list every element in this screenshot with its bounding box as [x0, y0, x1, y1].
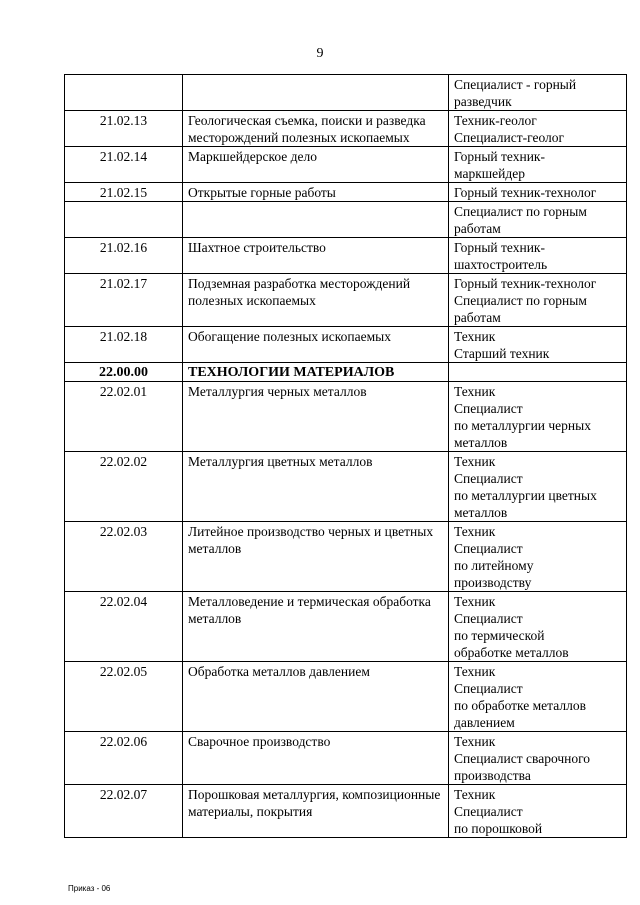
specialty-name: Металловедение и термическая обработка металлов [183, 592, 449, 662]
qualification: производству [454, 575, 532, 590]
specialty-name: Порошковая металлургия, композиционные материалы, покрытия [183, 785, 449, 838]
qualification: по порошковой [454, 821, 543, 836]
qualification-cell [449, 522, 627, 592]
qualification: давлением [454, 715, 515, 730]
table-row [65, 662, 627, 732]
qualification: Техник [454, 329, 496, 344]
specialty-name: Металлургия черных металлов [183, 382, 449, 452]
specialty-code: 21.02.16 [65, 238, 183, 274]
section-row [65, 363, 627, 382]
qualification: Специалист сварочного [454, 751, 591, 766]
qualification: маркшейдер [454, 166, 525, 181]
page-number: 9 [316, 46, 324, 61]
qualification: Техник [454, 787, 496, 802]
specialty-code: 21.02.17 [65, 274, 183, 327]
qualification-cell [449, 238, 627, 274]
qualification: разведчик [454, 94, 512, 109]
qualification: по металлургии черных [454, 418, 591, 433]
specialty-code: 21.02.18 [65, 327, 183, 363]
qualification-cell [449, 732, 627, 785]
table-row [65, 327, 627, 363]
qualification: Техник [454, 594, 496, 609]
qualification: Горный техник- [454, 149, 545, 164]
qualification-cell [449, 183, 627, 202]
qualification-cell [449, 592, 627, 662]
specialty-code: 21.02.13 [65, 111, 183, 147]
qualification-cell [449, 452, 627, 522]
qualification: Специалист-геолог [454, 130, 565, 145]
qualification: Специалист [454, 681, 523, 696]
qualification: Старший техник [454, 346, 550, 361]
specialty-code: 22.02.05 [65, 662, 183, 732]
qualification: по литейному [454, 558, 534, 573]
table-row [65, 522, 627, 592]
qualification: по обработке металлов [454, 698, 586, 713]
qualification-cell [449, 662, 627, 732]
specialty-code: 22.02.01 [65, 382, 183, 452]
qualification: работам [454, 310, 501, 325]
qualification: Техник [454, 384, 496, 399]
table-row [65, 147, 627, 183]
qualification: металлов [454, 505, 508, 520]
qualification: Специалист по горным [454, 293, 587, 308]
qualification-cell [449, 202, 627, 238]
qualification: по металлургии цветных [454, 488, 597, 503]
qualification: Горный техник-технолог [454, 185, 597, 200]
qualification: Специалист [454, 401, 523, 416]
table-row [65, 75, 627, 111]
specialty-code: 21.02.15 [65, 183, 183, 202]
specialty-code [65, 75, 183, 111]
specialty-code: 22.02.03 [65, 522, 183, 592]
table-row [65, 732, 627, 785]
specialty-code: 22.02.06 [65, 732, 183, 785]
qualification: Горный техник-технолог [454, 276, 597, 291]
table-row [65, 274, 627, 327]
specialty-name [183, 75, 449, 111]
qualification-cell [449, 111, 627, 147]
specialty-name: Сварочное производство [183, 732, 449, 785]
specialty-code: 22.02.04 [65, 592, 183, 662]
qualification: обработке металлов [454, 645, 569, 660]
qualification: Техник [454, 734, 496, 749]
qualification-cell [449, 274, 627, 327]
qualification: Специалист [454, 804, 523, 819]
qualification: по термической [454, 628, 545, 643]
qualification: Специалист по горным [454, 204, 587, 219]
specialty-name: Литейное производство черных и цветных металлов [183, 522, 449, 592]
table-row [65, 452, 627, 522]
table-row [65, 111, 627, 147]
qualification-cell [449, 363, 627, 382]
specialty-name: Маркшейдерское дело [183, 147, 449, 183]
table-row [65, 592, 627, 662]
qualification: Специалист [454, 611, 523, 626]
qualification: работам [454, 221, 501, 236]
table-body [65, 75, 627, 838]
qualification: Специалист [454, 541, 523, 556]
qualification: Горный техник- [454, 240, 545, 255]
qualification: металлов [454, 435, 508, 450]
qualification-cell [449, 327, 627, 363]
qualification: Специалист - горный [454, 77, 577, 92]
specialty-name: Металлургия цветных металлов [183, 452, 449, 522]
specialty-name [183, 202, 449, 238]
qualification: Техник [454, 524, 496, 539]
footer-note: Приказ - 06 [68, 884, 111, 893]
qualification-cell [449, 147, 627, 183]
qualification: Техник [454, 454, 496, 469]
table-row [65, 238, 627, 274]
specialty-name: Подземная разработка месторождений полезных ископаемых [183, 274, 449, 327]
table-row [65, 183, 627, 202]
qualification: производства [454, 768, 531, 783]
qualification-cell [449, 75, 627, 111]
qualification: Техник-геолог [454, 113, 537, 128]
specialty-name: ТЕХНОЛОГИИ МАТЕРИАЛОВ [183, 363, 449, 382]
specialty-name: Геологическая съемка, поиски и разведка месторождений полезных ископаемых [183, 111, 449, 147]
specialty-name: Обработка металлов давлением [183, 662, 449, 732]
table-row [65, 382, 627, 452]
qualification-cell [449, 382, 627, 452]
qualification: Техник [454, 664, 496, 679]
specialty-code: 22.00.00 [65, 363, 183, 382]
specialty-name: Обогащение полезных ископаемых [183, 327, 449, 363]
specialty-code: 22.02.02 [65, 452, 183, 522]
specialties-table [64, 74, 627, 838]
specialty-code: 22.02.07 [65, 785, 183, 838]
specialty-code: 21.02.14 [65, 147, 183, 183]
specialty-name: Открытые горные работы [183, 183, 449, 202]
qualification: шахтостроитель [454, 257, 548, 272]
qualification: Специалист [454, 471, 523, 486]
table-row [65, 202, 627, 238]
specialty-code [65, 202, 183, 238]
qualification-cell [449, 785, 627, 838]
specialty-name: Шахтное строительство [183, 238, 449, 274]
table-row [65, 785, 627, 838]
